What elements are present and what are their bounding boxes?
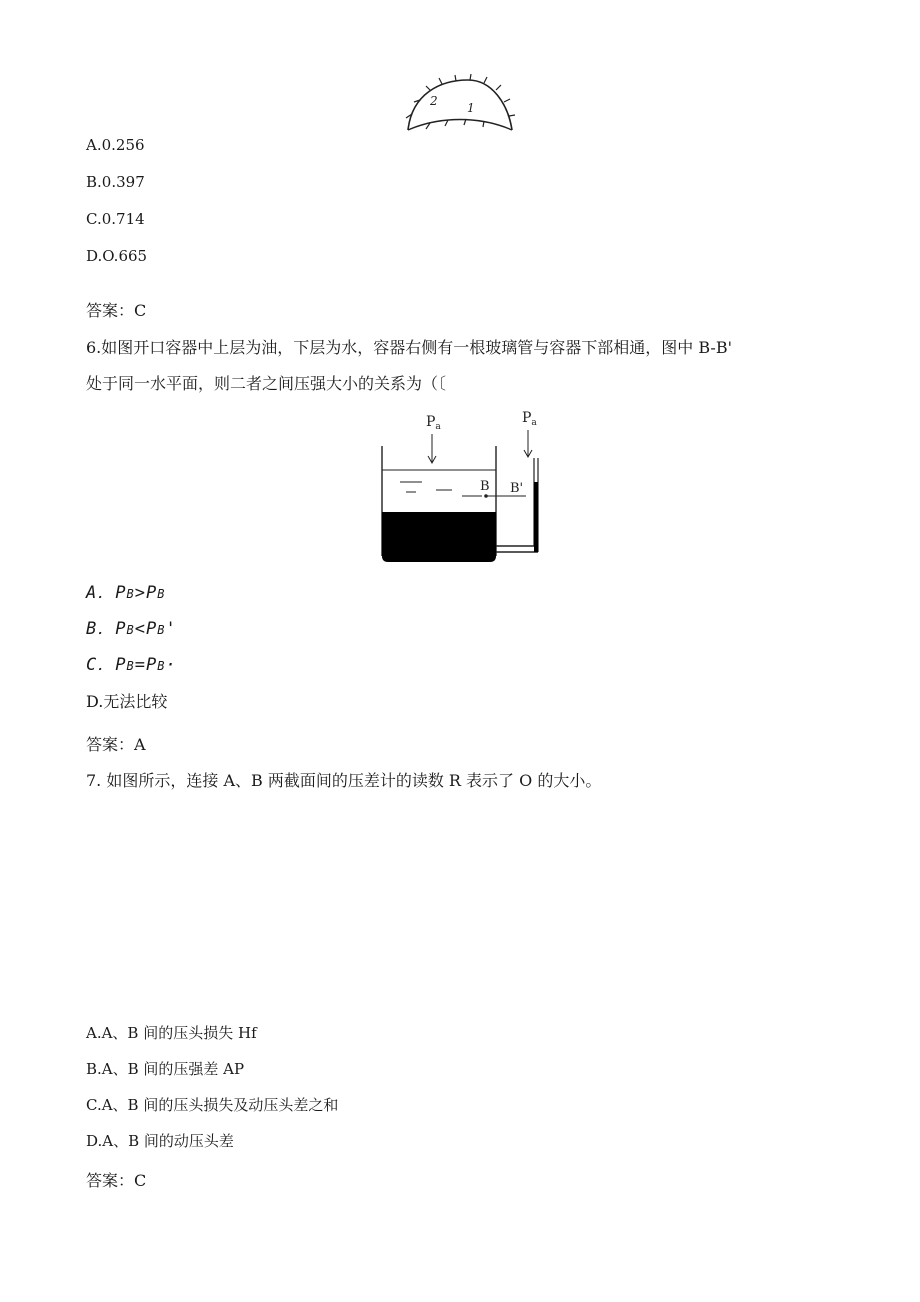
q7-option-a: A.A、B 间的压头损失 Hf — [86, 1024, 257, 1042]
q5-option-c: C.0.714 — [86, 210, 145, 228]
region-label-2: 2 — [430, 94, 438, 108]
pa-left-label: $P_a$ — [426, 414, 441, 432]
q5-option-d: D.O.665 — [86, 247, 148, 265]
q6-question-line1: 6.如图开口容器中上层为油，下层为水，容器右侧有一根玻璃管与容器下部相通，图中 B-B' — [86, 338, 732, 357]
q6-option-d: D.无法比较 — [86, 692, 168, 711]
q7-option-d: D.A、B 间的动压头差 — [86, 1132, 234, 1150]
container-figure — [376, 406, 546, 568]
q6-answer: 答案：A — [86, 735, 146, 754]
q6-question-line2: 处于同一水平面，则二者之间压强大小的关系为（〔 — [86, 374, 447, 393]
point-b-prime-label: B' — [510, 481, 524, 496]
q7-answer: 答案：C — [86, 1171, 147, 1190]
q7-question: 7. 如图所示，连接 A、B 两截面间的压差计的读数 R 表示了 O 的大小。 — [86, 771, 602, 790]
point-b-label: B — [480, 479, 490, 494]
q5-answer: 答案：C — [86, 301, 147, 320]
q6-option-a: A．PB>PB — [86, 583, 166, 603]
region-label-1: 1 — [467, 101, 475, 115]
q7-option-b: B.A、B 间的压强差 AP — [86, 1060, 245, 1078]
q5-option-b: B.0.397 — [86, 173, 145, 191]
q6-option-b: B．PB<PB' — [86, 619, 177, 639]
q6-option-c: C．PB=PB· — [86, 655, 177, 675]
q5-option-a: A.0.256 — [86, 136, 145, 154]
pa-right-label: $P_a$ — [522, 410, 537, 428]
arch-figure — [400, 74, 520, 136]
q7-option-c: C.A、B 间的压头损失及动压头差之和 — [86, 1096, 339, 1114]
